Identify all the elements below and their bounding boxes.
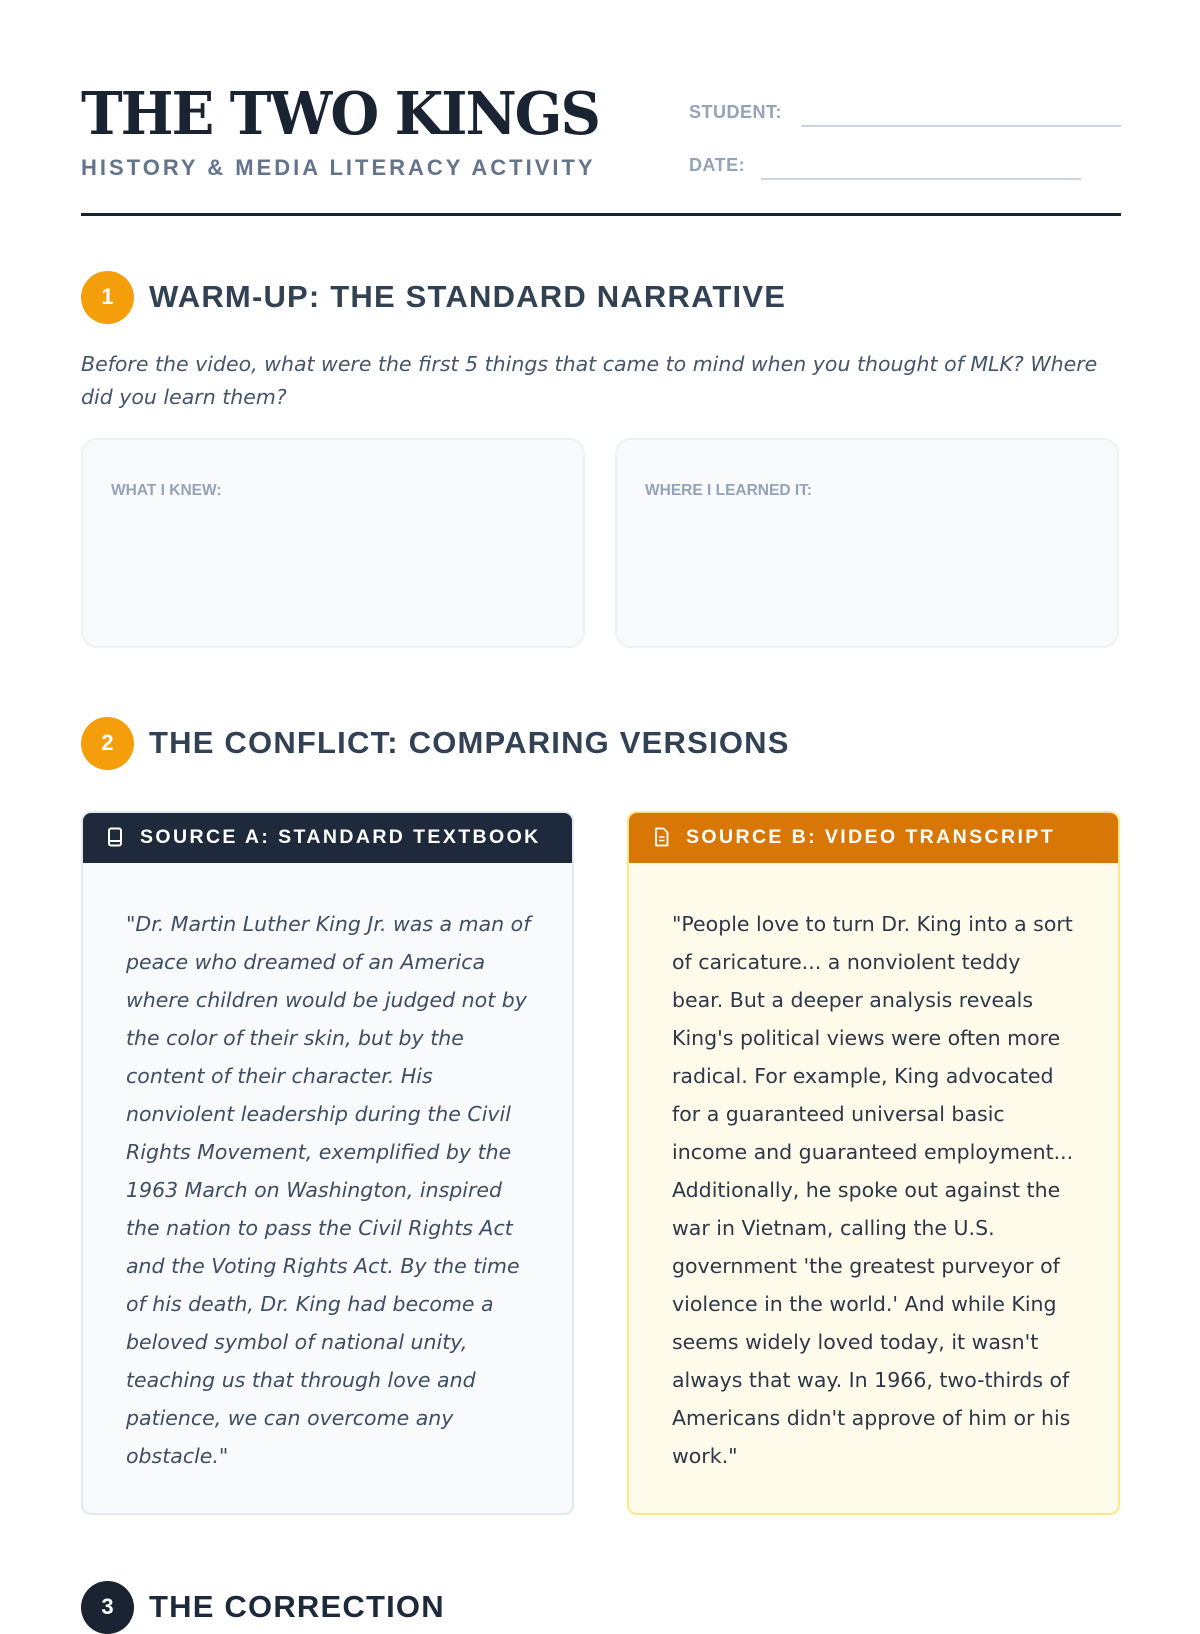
worksheet-header xyxy=(81,80,1121,216)
section-1-title: WARM-UP: THE STANDARD NARRATIVE xyxy=(149,279,787,314)
page-title: THE TWO KINGS xyxy=(81,79,599,149)
section-1-header xyxy=(81,270,786,324)
where-i-learned-label: WHERE I LEARNED IT: xyxy=(645,482,813,499)
header-divider xyxy=(81,213,1121,216)
student-label: STUDENT: xyxy=(689,102,782,122)
source-b-header xyxy=(627,811,1120,863)
student-input-line[interactable] xyxy=(801,125,1121,127)
section-3-number-badge: 3 xyxy=(81,1581,134,1634)
what-i-knew-label: WHAT I KNEW: xyxy=(111,482,222,499)
section-3-header xyxy=(81,1580,445,1634)
source-a-label: SOURCE A: STANDARD TEXTBOOK xyxy=(140,825,541,848)
source-b-text: "People love to turn Dr. King into a sort of caricature... a nonviolent teddy bear. But a deeper analysis reveals King's political views were often more radical. For example, King advocated for a guaranteed universal basic income and guaranteed employment... Additionally, he spoke out against the war in Vietnam, calling the U.S. government 'the greatest purveyor of violence in the world.' And while King seems widely loved today, it wasn't always that way. In 1966, two-thirds of Americans didn't approve of him or his work." xyxy=(672,912,1074,1468)
date-field[interactable] xyxy=(689,155,745,176)
student-field[interactable] xyxy=(689,102,782,123)
source-b-card xyxy=(627,811,1120,1515)
date-input-line[interactable] xyxy=(761,178,1081,180)
section-2-header xyxy=(81,716,790,770)
book-icon xyxy=(107,827,124,847)
section-1-prompt: Before the video, what were the first 5 things that came to mind when you thought of MLK? Where did you learn them? xyxy=(81,352,1098,409)
document-icon xyxy=(653,827,670,847)
where-i-learned-box[interactable] xyxy=(615,438,1119,648)
page-subtitle: HISTORY & MEDIA LITERACY ACTIVITY xyxy=(81,155,596,180)
source-b-label: SOURCE B: VIDEO TRANSCRIPT xyxy=(686,825,1056,848)
section-3-title: THE CORRECTION xyxy=(149,1589,445,1624)
source-a-card xyxy=(81,811,574,1515)
source-a-text: "Dr. Martin Luther King Jr. was a man of peace who dreamed of an America where children would be judged not by the color of their skin, but by the content of their character. His nonviolent leadership during the Civil Rights Movement, exemplified by the 1963 March on Washington, inspired the nation to pass the Civil Rights Act and the Voting Rights Act. By the time of his death, Dr. King had become a beloved symbol of national unity, teaching us that through love and patience, we can overcome any obstacle." xyxy=(126,912,531,1468)
date-label: DATE: xyxy=(689,155,746,175)
section-2-number-badge: 2 xyxy=(81,717,134,770)
what-i-knew-box[interactable] xyxy=(81,438,585,648)
section-2-title: THE CONFLICT: COMPARING VERSIONS xyxy=(149,725,790,760)
section-1-number-badge: 1 xyxy=(81,271,134,324)
source-a-header xyxy=(81,811,574,863)
